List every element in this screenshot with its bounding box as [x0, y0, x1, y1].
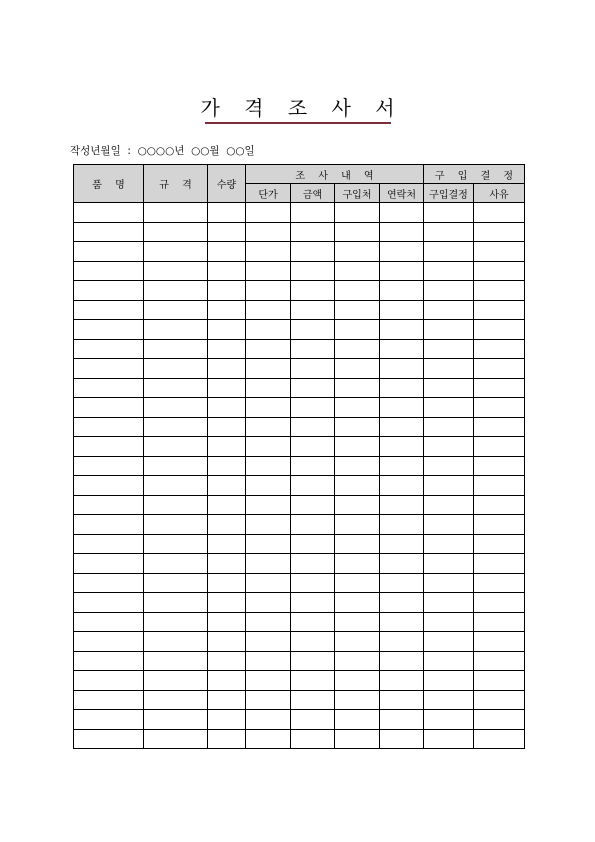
- table-row: [74, 729, 525, 749]
- cell-reason[interactable]: [474, 554, 525, 574]
- header-quantity: 수량: [208, 165, 246, 203]
- table-body: [74, 203, 525, 749]
- cell-amount[interactable]: [291, 612, 335, 632]
- cell-unit-price[interactable]: [246, 437, 291, 457]
- cell-reason[interactable]: [474, 242, 525, 262]
- cell-amount[interactable]: [291, 261, 335, 281]
- cell-spec[interactable]: [144, 632, 208, 652]
- cell-contact[interactable]: [380, 671, 424, 691]
- cell-spec[interactable]: [144, 417, 208, 437]
- cell-reason[interactable]: [474, 495, 525, 515]
- cell-unit-price[interactable]: [246, 320, 291, 340]
- cell-purchase-decision[interactable]: [424, 222, 474, 242]
- cell-unit-price[interactable]: [246, 359, 291, 379]
- cell-quantity[interactable]: [208, 476, 246, 496]
- cell-item-name[interactable]: [74, 456, 144, 476]
- cell-purchase-decision[interactable]: [424, 359, 474, 379]
- cell-amount[interactable]: [291, 242, 335, 262]
- cell-amount[interactable]: [291, 593, 335, 613]
- cell-supplier[interactable]: [335, 242, 380, 262]
- table-row: [74, 378, 525, 398]
- cell-amount[interactable]: [291, 437, 335, 457]
- cell-supplier[interactable]: [335, 671, 380, 691]
- cell-contact[interactable]: [380, 339, 424, 359]
- cell-quantity[interactable]: [208, 729, 246, 749]
- table-row: [74, 573, 525, 593]
- cell-contact[interactable]: [380, 573, 424, 593]
- cell-unit-price[interactable]: [246, 729, 291, 749]
- cell-purchase-decision[interactable]: [424, 437, 474, 457]
- cell-quantity[interactable]: [208, 261, 246, 281]
- cell-reason[interactable]: [474, 320, 525, 340]
- cell-contact[interactable]: [380, 359, 424, 379]
- table-row: [74, 437, 525, 457]
- cell-reason[interactable]: [474, 690, 525, 710]
- cell-contact[interactable]: [380, 203, 424, 223]
- cell-quantity[interactable]: [208, 437, 246, 457]
- table-row: [74, 651, 525, 671]
- cell-spec[interactable]: [144, 710, 208, 730]
- cell-supplier[interactable]: [335, 515, 380, 535]
- cell-purchase-decision[interactable]: [424, 515, 474, 535]
- cell-amount[interactable]: [291, 515, 335, 535]
- cell-quantity[interactable]: [208, 632, 246, 652]
- cell-amount[interactable]: [291, 222, 335, 242]
- cell-quantity[interactable]: [208, 690, 246, 710]
- cell-spec[interactable]: [144, 573, 208, 593]
- header-row-1: [74, 165, 525, 184]
- cell-spec[interactable]: [144, 242, 208, 262]
- cell-reason[interactable]: [474, 203, 525, 223]
- cell-unit-price[interactable]: [246, 242, 291, 262]
- cell-amount[interactable]: [291, 378, 335, 398]
- cell-item-name[interactable]: [74, 476, 144, 496]
- cell-quantity[interactable]: [208, 671, 246, 691]
- cell-purchase-decision[interactable]: [424, 690, 474, 710]
- cell-supplier[interactable]: [335, 281, 380, 301]
- cell-spec[interactable]: [144, 300, 208, 320]
- cell-quantity[interactable]: [208, 593, 246, 613]
- cell-contact[interactable]: [380, 729, 424, 749]
- table-row: [74, 710, 525, 730]
- table-row: [74, 339, 525, 359]
- cell-spec[interactable]: [144, 398, 208, 418]
- cell-quantity[interactable]: [208, 281, 246, 301]
- cell-item-name[interactable]: [74, 612, 144, 632]
- cell-reason[interactable]: [474, 222, 525, 242]
- cell-unit-price[interactable]: [246, 417, 291, 437]
- cell-amount[interactable]: [291, 339, 335, 359]
- price-survey-table: [73, 164, 525, 749]
- cell-supplier[interactable]: [335, 593, 380, 613]
- cell-amount[interactable]: [291, 398, 335, 418]
- cell-reason[interactable]: [474, 300, 525, 320]
- cell-spec[interactable]: [144, 281, 208, 301]
- table-row: [74, 671, 525, 691]
- header-spec: 규 격: [144, 165, 208, 203]
- cell-purchase-decision[interactable]: [424, 417, 474, 437]
- cell-quantity[interactable]: [208, 398, 246, 418]
- cell-quantity[interactable]: [208, 222, 246, 242]
- cell-item-name[interactable]: [74, 437, 144, 457]
- cell-purchase-decision[interactable]: [424, 398, 474, 418]
- cell-contact[interactable]: [380, 690, 424, 710]
- table-row: [74, 515, 525, 535]
- cell-unit-price[interactable]: [246, 593, 291, 613]
- cell-purchase-decision[interactable]: [424, 261, 474, 281]
- cell-supplier[interactable]: [335, 632, 380, 652]
- cell-supplier[interactable]: [335, 534, 380, 554]
- cell-unit-price[interactable]: [246, 534, 291, 554]
- cell-contact[interactable]: [380, 261, 424, 281]
- cell-item-name[interactable]: [74, 690, 144, 710]
- table-row: [74, 281, 525, 301]
- cell-spec[interactable]: [144, 437, 208, 457]
- cell-spec[interactable]: [144, 495, 208, 515]
- table-row: [74, 456, 525, 476]
- cell-amount[interactable]: [291, 534, 335, 554]
- cell-purchase-decision[interactable]: [424, 242, 474, 262]
- cell-contact[interactable]: [380, 593, 424, 613]
- cell-contact[interactable]: [380, 378, 424, 398]
- cell-contact[interactable]: [380, 476, 424, 496]
- header-contact: 연락처: [380, 184, 424, 203]
- cell-supplier[interactable]: [335, 320, 380, 340]
- cell-contact[interactable]: [380, 300, 424, 320]
- cell-contact[interactable]: [380, 242, 424, 262]
- cell-purchase-decision[interactable]: [424, 495, 474, 515]
- cell-purchase-decision[interactable]: [424, 573, 474, 593]
- cell-reason[interactable]: [474, 593, 525, 613]
- cell-item-name[interactable]: [74, 417, 144, 437]
- cell-unit-price[interactable]: [246, 203, 291, 223]
- cell-supplier[interactable]: [335, 203, 380, 223]
- cell-item-name[interactable]: [74, 281, 144, 301]
- cell-reason[interactable]: [474, 710, 525, 730]
- cell-supplier[interactable]: [335, 710, 380, 730]
- cell-amount[interactable]: [291, 495, 335, 515]
- cell-amount[interactable]: [291, 632, 335, 652]
- cell-quantity[interactable]: [208, 554, 246, 574]
- cell-quantity[interactable]: [208, 320, 246, 340]
- cell-item-name[interactable]: [74, 242, 144, 262]
- cell-supplier[interactable]: [335, 359, 380, 379]
- cell-item-name[interactable]: [74, 300, 144, 320]
- table-row: [74, 222, 525, 242]
- cell-purchase-decision[interactable]: [424, 281, 474, 301]
- cell-unit-price[interactable]: [246, 710, 291, 730]
- cell-purchase-decision[interactable]: [424, 710, 474, 730]
- cell-item-name[interactable]: [74, 515, 144, 535]
- cell-item-name[interactable]: [74, 495, 144, 515]
- cell-spec[interactable]: [144, 378, 208, 398]
- cell-reason[interactable]: [474, 359, 525, 379]
- cell-quantity[interactable]: [208, 242, 246, 262]
- cell-purchase-decision[interactable]: [424, 632, 474, 652]
- cell-unit-price[interactable]: [246, 476, 291, 496]
- table-row: [74, 632, 525, 652]
- cell-purchase-decision[interactable]: [424, 339, 474, 359]
- cell-item-name[interactable]: [74, 651, 144, 671]
- table-row: [74, 612, 525, 632]
- cell-purchase-decision[interactable]: [424, 476, 474, 496]
- cell-unit-price[interactable]: [246, 339, 291, 359]
- cell-unit-price[interactable]: [246, 515, 291, 535]
- table-row: [74, 417, 525, 437]
- cell-supplier[interactable]: [335, 612, 380, 632]
- cell-unit-price[interactable]: [246, 573, 291, 593]
- cell-reason[interactable]: [474, 573, 525, 593]
- cell-quantity[interactable]: [208, 573, 246, 593]
- cell-unit-price[interactable]: [246, 690, 291, 710]
- cell-spec[interactable]: [144, 534, 208, 554]
- cell-contact[interactable]: [380, 398, 424, 418]
- cell-reason[interactable]: [474, 632, 525, 652]
- cell-amount[interactable]: [291, 456, 335, 476]
- cell-contact[interactable]: [380, 612, 424, 632]
- cell-supplier[interactable]: [335, 573, 380, 593]
- cell-amount[interactable]: [291, 690, 335, 710]
- cell-item-name[interactable]: [74, 671, 144, 691]
- cell-item-name[interactable]: [74, 261, 144, 281]
- cell-supplier[interactable]: [335, 300, 380, 320]
- header-purchase-decision: 구입결정: [424, 184, 474, 203]
- cell-amount[interactable]: [291, 573, 335, 593]
- cell-spec[interactable]: [144, 593, 208, 613]
- cell-unit-price[interactable]: [246, 671, 291, 691]
- cell-unit-price[interactable]: [246, 281, 291, 301]
- cell-purchase-decision[interactable]: [424, 554, 474, 574]
- date-line: 작성년월일 : ○○○○년 ○○월 ○○일: [70, 145, 255, 157]
- header-supplier: 구입처: [335, 184, 380, 203]
- cell-item-name[interactable]: [74, 222, 144, 242]
- table-row: [74, 690, 525, 710]
- cell-item-name[interactable]: [74, 339, 144, 359]
- cell-supplier[interactable]: [335, 437, 380, 457]
- table-row: [74, 554, 525, 574]
- cell-item-name[interactable]: [74, 359, 144, 379]
- cell-amount[interactable]: [291, 359, 335, 379]
- cell-supplier[interactable]: [335, 417, 380, 437]
- cell-amount[interactable]: [291, 203, 335, 223]
- cell-item-name[interactable]: [74, 573, 144, 593]
- cell-spec[interactable]: [144, 203, 208, 223]
- cell-purchase-decision[interactable]: [424, 320, 474, 340]
- cell-quantity[interactable]: [208, 612, 246, 632]
- header-item-name: 품 명: [74, 165, 144, 203]
- cell-quantity[interactable]: [208, 495, 246, 515]
- cell-unit-price[interactable]: [246, 554, 291, 574]
- cell-amount[interactable]: [291, 320, 335, 340]
- cell-item-name[interactable]: [74, 203, 144, 223]
- cell-unit-price[interactable]: [246, 378, 291, 398]
- cell-quantity[interactable]: [208, 710, 246, 730]
- cell-reason[interactable]: [474, 515, 525, 535]
- cell-supplier[interactable]: [335, 495, 380, 515]
- cell-unit-price[interactable]: [246, 222, 291, 242]
- cell-quantity[interactable]: [208, 203, 246, 223]
- cell-contact[interactable]: [380, 710, 424, 730]
- cell-reason[interactable]: [474, 339, 525, 359]
- cell-purchase-decision[interactable]: [424, 456, 474, 476]
- cell-spec[interactable]: [144, 359, 208, 379]
- cell-amount[interactable]: [291, 300, 335, 320]
- cell-unit-price[interactable]: [246, 398, 291, 418]
- cell-reason[interactable]: [474, 612, 525, 632]
- cell-spec[interactable]: [144, 671, 208, 691]
- cell-item-name[interactable]: [74, 398, 144, 418]
- cell-reason[interactable]: [474, 534, 525, 554]
- cell-item-name[interactable]: [74, 534, 144, 554]
- cell-quantity[interactable]: [208, 359, 246, 379]
- cell-spec[interactable]: [144, 456, 208, 476]
- cell-supplier[interactable]: [335, 378, 380, 398]
- cell-amount[interactable]: [291, 281, 335, 301]
- cell-item-name[interactable]: [74, 593, 144, 613]
- cell-contact[interactable]: [380, 632, 424, 652]
- cell-spec[interactable]: [144, 320, 208, 340]
- cell-contact[interactable]: [380, 534, 424, 554]
- table-row: [74, 242, 525, 262]
- cell-spec[interactable]: [144, 612, 208, 632]
- cell-quantity[interactable]: [208, 417, 246, 437]
- cell-supplier[interactable]: [335, 554, 380, 574]
- header-survey-group: 조 사 내 역: [246, 165, 424, 184]
- cell-reason[interactable]: [474, 398, 525, 418]
- cell-item-name[interactable]: [74, 554, 144, 574]
- cell-amount[interactable]: [291, 729, 335, 749]
- cell-supplier[interactable]: [335, 339, 380, 359]
- cell-contact[interactable]: [380, 222, 424, 242]
- cell-reason[interactable]: [474, 651, 525, 671]
- cell-reason[interactable]: [474, 437, 525, 457]
- cell-unit-price[interactable]: [246, 456, 291, 476]
- cell-contact[interactable]: [380, 437, 424, 457]
- cell-quantity[interactable]: [208, 534, 246, 554]
- cell-spec[interactable]: [144, 339, 208, 359]
- cell-quantity[interactable]: [208, 339, 246, 359]
- cell-reason[interactable]: [474, 261, 525, 281]
- cell-purchase-decision[interactable]: [424, 203, 474, 223]
- cell-item-name[interactable]: [74, 378, 144, 398]
- cell-item-name[interactable]: [74, 710, 144, 730]
- cell-purchase-decision[interactable]: [424, 534, 474, 554]
- cell-supplier[interactable]: [335, 222, 380, 242]
- cell-contact[interactable]: [380, 495, 424, 515]
- cell-spec[interactable]: [144, 476, 208, 496]
- header-unit-price: 단가: [246, 184, 291, 203]
- cell-reason[interactable]: [474, 476, 525, 496]
- cell-contact[interactable]: [380, 281, 424, 301]
- cell-reason[interactable]: [474, 456, 525, 476]
- document-title: 가 격 조 사 서: [200, 96, 404, 120]
- cell-reason[interactable]: [474, 671, 525, 691]
- cell-item-name[interactable]: [74, 729, 144, 749]
- cell-amount[interactable]: [291, 651, 335, 671]
- cell-reason[interactable]: [474, 378, 525, 398]
- cell-reason[interactable]: [474, 729, 525, 749]
- header-decision-group: 구 입 결 정: [424, 165, 525, 184]
- cell-supplier[interactable]: [335, 398, 380, 418]
- cell-contact[interactable]: [380, 456, 424, 476]
- cell-contact[interactable]: [380, 320, 424, 340]
- cell-purchase-decision[interactable]: [424, 612, 474, 632]
- cell-amount[interactable]: [291, 554, 335, 574]
- cell-spec[interactable]: [144, 554, 208, 574]
- cell-item-name[interactable]: [74, 320, 144, 340]
- table-row: [74, 495, 525, 515]
- header-reason: 사유: [474, 184, 525, 203]
- cell-quantity[interactable]: [208, 456, 246, 476]
- cell-unit-price[interactable]: [246, 651, 291, 671]
- table-row: [74, 398, 525, 418]
- cell-contact[interactable]: [380, 651, 424, 671]
- cell-reason[interactable]: [474, 281, 525, 301]
- table-row: [74, 476, 525, 496]
- cell-contact[interactable]: [380, 554, 424, 574]
- cell-unit-price[interactable]: [246, 300, 291, 320]
- cell-contact[interactable]: [380, 515, 424, 535]
- cell-amount[interactable]: [291, 671, 335, 691]
- cell-quantity[interactable]: [208, 651, 246, 671]
- header-amount: 금액: [291, 184, 335, 203]
- cell-purchase-decision[interactable]: [424, 300, 474, 320]
- cell-supplier[interactable]: [335, 729, 380, 749]
- table-row: [74, 359, 525, 379]
- cell-item-name[interactable]: [74, 632, 144, 652]
- cell-purchase-decision[interactable]: [424, 651, 474, 671]
- cell-reason[interactable]: [474, 417, 525, 437]
- cell-amount[interactable]: [291, 710, 335, 730]
- cell-supplier[interactable]: [335, 456, 380, 476]
- cell-unit-price[interactable]: [246, 495, 291, 515]
- table-row: [74, 320, 525, 340]
- cell-spec[interactable]: [144, 222, 208, 242]
- cell-contact[interactable]: [380, 417, 424, 437]
- cell-purchase-decision[interactable]: [424, 729, 474, 749]
- cell-quantity[interactable]: [208, 300, 246, 320]
- cell-unit-price[interactable]: [246, 632, 291, 652]
- cell-spec[interactable]: [144, 690, 208, 710]
- cell-supplier[interactable]: [335, 690, 380, 710]
- cell-quantity[interactable]: [208, 515, 246, 535]
- cell-supplier[interactable]: [335, 476, 380, 496]
- cell-unit-price[interactable]: [246, 612, 291, 632]
- cell-purchase-decision[interactable]: [424, 671, 474, 691]
- cell-spec[interactable]: [144, 261, 208, 281]
- cell-supplier[interactable]: [335, 261, 380, 281]
- table-row: [74, 300, 525, 320]
- table-row: [74, 261, 525, 281]
- cell-amount[interactable]: [291, 417, 335, 437]
- cell-quantity[interactable]: [208, 378, 246, 398]
- cell-purchase-decision[interactable]: [424, 593, 474, 613]
- cell-amount[interactable]: [291, 476, 335, 496]
- table-row: [74, 593, 525, 613]
- title-underline: [205, 122, 391, 124]
- cell-purchase-decision[interactable]: [424, 378, 474, 398]
- cell-unit-price[interactable]: [246, 261, 291, 281]
- cell-spec[interactable]: [144, 515, 208, 535]
- cell-spec[interactable]: [144, 651, 208, 671]
- table-row: [74, 203, 525, 223]
- cell-spec[interactable]: [144, 729, 208, 749]
- table-row: [74, 534, 525, 554]
- cell-supplier[interactable]: [335, 651, 380, 671]
